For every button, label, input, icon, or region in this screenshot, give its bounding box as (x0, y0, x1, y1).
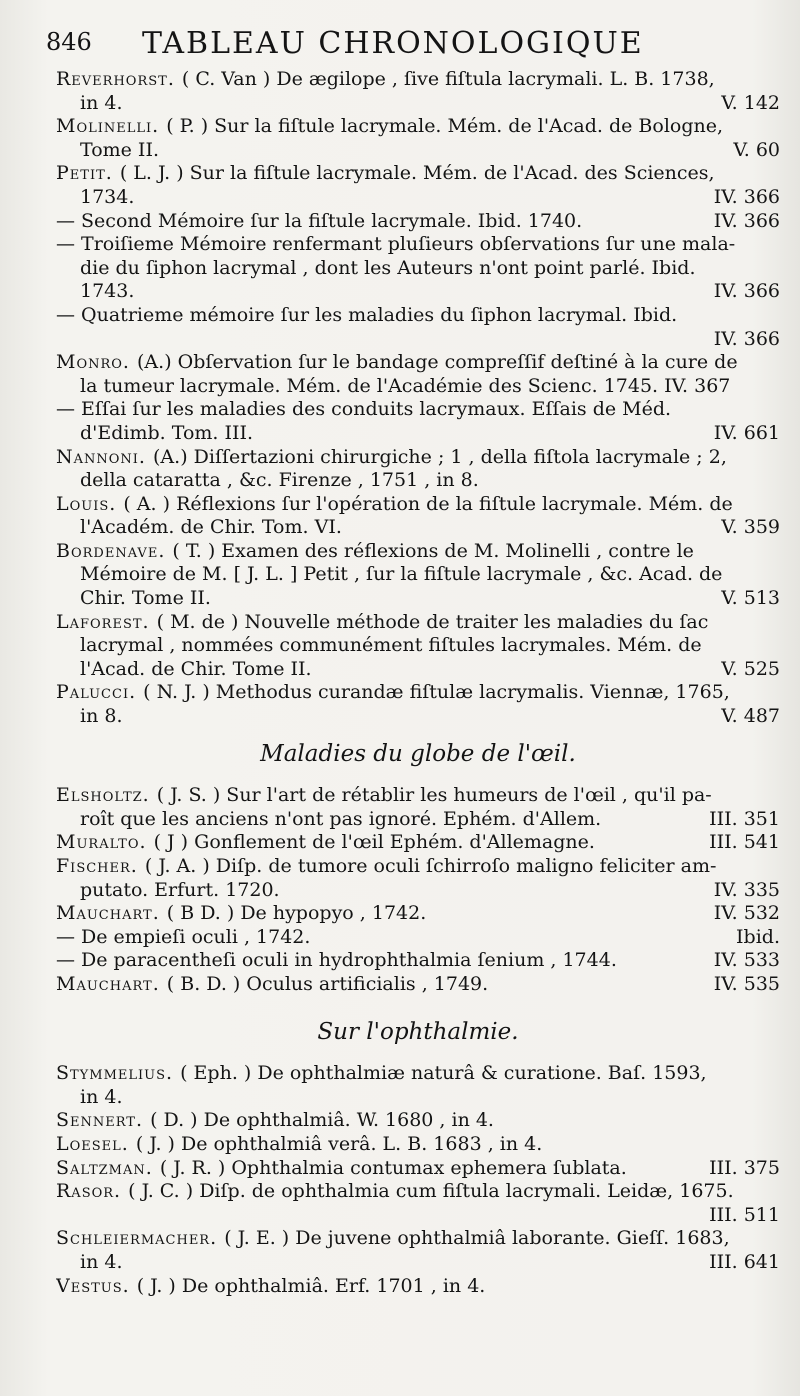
entry-text (56, 162, 715, 186)
entry-line (56, 139, 780, 163)
bibliography-entry (56, 973, 780, 997)
entry-text (56, 210, 582, 234)
entry-description: ( J. E. ) De juvene ophthalmiâ laborante. Gieſſ. 1683, (224, 1227, 730, 1250)
entry-description: — De empieſi oculi , 1742. (56, 925, 311, 948)
entry-text (56, 611, 708, 635)
entry-description: — Eſſai ſur les maladies des conduits lacrymaux. Eſſais de Méd. (56, 398, 672, 421)
entry-line (56, 516, 780, 540)
entry-line (56, 1227, 780, 1251)
entry-description: ( N. J. ) Methodus curandæ fiſtulæ lacrymalis. Viennæ, 1765, (143, 681, 730, 704)
entry-line (56, 162, 780, 186)
entry-line (56, 949, 780, 973)
entry-line (56, 563, 780, 587)
volume-page-reference: V. 359 (721, 516, 780, 539)
entry-text (80, 139, 159, 163)
bibliography-entry (56, 611, 780, 682)
entry-text (80, 257, 695, 281)
entry-line (56, 280, 780, 304)
entries-lacrymal (56, 68, 780, 729)
entry-line (56, 233, 780, 257)
bibliography-entry (56, 949, 780, 973)
entry-line (56, 1109, 780, 1133)
entries-globe (56, 784, 780, 996)
bibliography-entry (56, 115, 780, 162)
bibliography-entry (56, 1227, 780, 1274)
entry-text (56, 446, 727, 470)
entry-description: la tumeur lacrymale. Mém. de l'Académie des Scienc. 1745. IV. 367 (80, 374, 731, 397)
entry-description: Tome II. (80, 138, 159, 161)
bibliography-entry (56, 1275, 780, 1299)
entry-description: putato. Erfurt. 1720. (80, 878, 280, 901)
entry-description: ( J. R. ) Ophthalmia contumax ephemera ſublata. (159, 1156, 627, 1179)
entry-line (56, 1204, 780, 1228)
entry-text (80, 375, 730, 399)
entry-description: 1734. (80, 185, 135, 208)
entry-text (56, 973, 488, 997)
entry-author: Monro. (56, 351, 138, 374)
volume-page-reference: IV. 335 (713, 878, 780, 901)
entry-text (80, 1251, 122, 1275)
entry-text (80, 516, 342, 540)
bibliography-entry (56, 1157, 780, 1181)
bibliography-entry (56, 926, 780, 950)
entry-description: ( J. C. ) Diſp. de ophthalmia cum fiſtula lacrymali. Leidæ, 1675. (128, 1180, 734, 1203)
entry-line (56, 1086, 780, 1110)
entry-description: l'Académ. de Chir. Tom. VI. (80, 516, 342, 539)
bibliography-entry (56, 68, 780, 115)
entry-line (56, 705, 780, 729)
bibliography-entry (56, 398, 780, 445)
volume-page-reference: IV. 366 (713, 280, 780, 303)
volume-page-reference: III. 541 (709, 831, 780, 854)
entry-line (56, 328, 780, 352)
entry-line (56, 879, 780, 903)
volume-page-reference: IV. 533 (713, 949, 780, 972)
entry-line (56, 422, 780, 446)
bibliography-entry (56, 1133, 780, 1157)
volume-page-reference: III. 375 (709, 1156, 780, 1179)
volume-page-reference: III. 511 (709, 1203, 780, 1226)
entry-text (56, 1062, 707, 1086)
volume-page-reference: IV. 661 (713, 421, 780, 444)
entry-line (56, 855, 780, 879)
entry-author: Palucci. (56, 681, 144, 704)
entry-description: — Troiſieme Mémoire renfermant pluſieurs obſervations ſur une mala- (56, 233, 736, 256)
entry-line (56, 784, 780, 808)
volume-page-reference: IV. 366 (713, 209, 780, 232)
entry-text (80, 469, 479, 493)
entry-text (56, 681, 730, 705)
entry-description: ( J. A. ) Diſp. de tumore oculi ſchirroſo maligno feliciter am- (144, 855, 717, 877)
bibliography-entry (56, 855, 780, 902)
entry-line (56, 681, 780, 705)
entry-text (56, 1133, 542, 1157)
entry-text (56, 304, 677, 328)
page-header (44, 26, 720, 66)
entry-line (56, 611, 780, 635)
entry-text (56, 115, 723, 139)
entry-text (56, 233, 735, 257)
entry-author: Sennert. (56, 1109, 151, 1132)
volume-page-reference: V. 513 (721, 587, 780, 610)
entry-line (56, 115, 780, 139)
volume-page-reference: V. 60 (733, 138, 780, 161)
entry-description: Mémoire de M. [ J. L. ] Petit , ſur la fiſtule lacrymale , &c. Acad. de (80, 563, 723, 586)
volume-page-reference: III. 641 (709, 1250, 780, 1273)
entry-text (56, 855, 716, 879)
bibliography-entry (56, 831, 780, 855)
entry-description: Chir. Tome II. (80, 587, 211, 610)
volume-page-reference: IV. 532 (713, 902, 780, 925)
entry-author: Mauchart. (56, 902, 167, 925)
volume-page-reference: IV. 535 (713, 972, 780, 995)
entry-text (80, 92, 122, 116)
entry-author: Saltzman. (56, 1156, 160, 1179)
entry-text (80, 280, 134, 304)
bibliography-entry (56, 902, 780, 926)
entry-description: ( A. ) Réflexions ſur l'opération de la fiſtule lacrymale. Mém. de (123, 492, 733, 515)
entry-author: Mauchart. (56, 972, 167, 995)
bibliography-entry (56, 446, 780, 493)
entry-author: Schleiermacher. (56, 1227, 225, 1250)
entry-line (56, 1157, 780, 1181)
entry-author: Muralto. (56, 831, 154, 854)
entry-line (56, 1062, 780, 1086)
entry-line (56, 1275, 780, 1299)
bibliography-entry (56, 304, 780, 351)
entry-description: lacrymal , nommées communément fiſtules lacrymales. Mém. de (80, 634, 702, 657)
entry-description: ( J. ) De ophthalmiâ. Erf. 1701 , in 4. (136, 1274, 486, 1297)
entry-author: Loesel. (56, 1132, 136, 1155)
entry-description: (A.) Obſervation ſur le bandage compreſſif deſtiné à la cure de (137, 351, 738, 374)
entry-text (56, 902, 426, 926)
bibliography-entry (56, 681, 780, 728)
entry-line (56, 831, 780, 855)
entry-text (80, 808, 601, 832)
entry-text (80, 1086, 122, 1110)
bibliography-entry (56, 1109, 780, 1133)
entry-line (56, 493, 780, 517)
entry-text (80, 563, 722, 587)
entry-author: Louis. (56, 492, 124, 515)
entry-line (56, 973, 780, 997)
volume-page-reference: IV. 366 (713, 327, 780, 350)
entry-text (56, 1109, 494, 1133)
entry-text (80, 186, 134, 210)
entry-text (56, 784, 712, 808)
entry-description: (A.) Diſſertazioni chirurgiche ; 1 , della fiſtola lacrymale ; 2, (153, 445, 727, 468)
entry-author: Fischer. (56, 855, 145, 877)
entry-description: in 4. (80, 91, 123, 114)
entry-line (56, 1251, 780, 1275)
entry-text (56, 493, 733, 517)
entry-author: Petit. (56, 162, 120, 185)
entry-author: Stymmelius. (56, 1062, 181, 1085)
bibliography-entry (56, 162, 780, 209)
bibliography-entry (56, 233, 780, 304)
entry-description: roît que les anciens n'ont pas ignoré. Ephém. d'Allem. (80, 807, 602, 830)
entry-author: Nannoni. (56, 445, 154, 468)
entry-text (56, 68, 715, 92)
volume-page-reference: III. 351 (709, 807, 780, 830)
entry-description: ( P. ) Sur la fiſtule lacrymale. Mém. de l'Acad. de Bologne, (166, 115, 724, 138)
entry-description: ( J. S. ) Sur l'art de rétablir les humeurs de l'œil , qu'il pa- (156, 784, 712, 807)
entry-description: ( D. ) De ophthalmiâ. W. 1680 , in 4. (150, 1109, 494, 1132)
entry-description: ( T. ) Examen des réflexions de M. Molinelli , contre le (172, 539, 694, 562)
entry-text (56, 1227, 730, 1251)
entries-ophthalmie (56, 1062, 780, 1298)
entry-line (56, 257, 780, 281)
volume-page-reference: V. 142 (721, 91, 780, 114)
entry-text (80, 422, 253, 446)
bibliography-entry (56, 1062, 780, 1109)
entry-line (56, 540, 780, 564)
entry-description: in 4. (80, 1085, 123, 1108)
entry-description: d'Edimb. Tom. III. (80, 421, 254, 444)
entry-description: ( B D. ) De hypopyo , 1742. (166, 902, 427, 925)
entry-line (56, 351, 780, 375)
entry-author: Vestus. (56, 1274, 137, 1297)
section-title-globe: Maladies du globe de l'œil. (260, 740, 576, 767)
entry-line (56, 587, 780, 611)
volume-page-reference: V. 525 (721, 657, 780, 680)
volume-page-reference: Ibid. (736, 925, 780, 948)
entry-line (56, 902, 780, 926)
entry-description: — Second Mémoire ſur la fiſtule lacrymale. Ibid. 1740. (56, 209, 583, 232)
bibliography-entry (56, 493, 780, 540)
entry-description: ( J. ) De ophthalmiâ verâ. L. B. 1683 , in 4. (135, 1132, 543, 1155)
entry-description: — Quatrieme mémoire ſur les maladies du ſiphon lacrymal. Ibid. (56, 303, 678, 326)
entry-description: — De paracentheſi oculi in hydrophthalmia ſenium , 1744. (56, 949, 617, 972)
entry-description: ( L. J. ) Sur la fiſtule lacrymale. Mém. de l'Acad. des Sciences, (119, 162, 715, 185)
entry-line (56, 926, 780, 950)
entry-author: Bordenave. (56, 539, 173, 562)
volume-page-reference: V. 487 (721, 705, 780, 728)
entry-text (80, 634, 702, 658)
entry-line (56, 92, 780, 116)
running-title: TABLEAU CHRONOLOGIQUE (142, 26, 644, 61)
entry-text (56, 1180, 734, 1204)
entry-line (56, 210, 780, 234)
entry-text (56, 540, 694, 564)
entry-text (80, 658, 312, 682)
entry-description: 1743. (80, 280, 135, 303)
entry-text (56, 949, 617, 973)
entry-text (80, 705, 122, 729)
entry-text (56, 398, 671, 422)
bibliography-entry (56, 784, 780, 831)
entry-text (56, 831, 595, 855)
entry-line (56, 186, 780, 210)
bibliography-entry (56, 540, 780, 611)
entry-line (56, 1133, 780, 1157)
entry-line (56, 658, 780, 682)
entry-author: Reverhorst. (56, 68, 182, 90)
entry-line (56, 375, 780, 399)
entry-text (56, 926, 310, 950)
entry-description: ( Eph. ) De ophthalmiæ naturâ & curatione. Baſ. 1593, (180, 1062, 707, 1085)
section-title-ophthalmie: Sur l'ophthalmie. (317, 1018, 519, 1045)
entry-line (56, 398, 780, 422)
entry-text (56, 351, 738, 375)
entry-description: della cataratta , &c. Firenze , 1751 , in 8. (80, 469, 479, 492)
entry-description: ( J ) Gonflement de l'œil Ephém. d'Allemagne. (153, 831, 595, 854)
entry-line (56, 1180, 780, 1204)
entry-description: ( B. D. ) Oculus artificialis , 1749. (166, 972, 489, 995)
page-content (56, 68, 780, 1298)
entry-author: Molinelli. (56, 115, 167, 138)
entry-text (56, 1275, 485, 1299)
entry-author: Elsholtz. (56, 784, 157, 807)
bibliography-entry (56, 210, 780, 234)
entry-description: l'Acad. de Chir. Tome II. (80, 657, 312, 680)
entry-description: in 8. (80, 705, 123, 728)
volume-page-reference: IV. 366 (713, 185, 780, 208)
entry-line (56, 469, 780, 493)
entry-text (56, 1157, 627, 1181)
bibliography-entry (56, 351, 780, 398)
entry-description: die du ſiphon lacrymal , dont les Auteurs n'ont point parlé. Ibid. (80, 256, 696, 279)
page-number: 846 (46, 28, 92, 56)
entry-line (56, 446, 780, 470)
entry-line (56, 304, 780, 328)
entry-description: in 4. (80, 1250, 123, 1273)
bibliography-entry (56, 1180, 780, 1227)
entry-text (80, 879, 280, 903)
entry-description: ( M. de ) Nouvelle méthode de traiter les maladies du ſac (156, 610, 709, 633)
entry-text (80, 587, 211, 611)
entry-author: Rasor. (56, 1180, 129, 1203)
entry-description: ( C. Van ) De ægilope , ſive fiſtula lacrymali. L. B. 1738, (181, 68, 715, 90)
entry-author: Laforest. (56, 610, 157, 633)
entry-line (56, 808, 780, 832)
entry-line (56, 68, 780, 92)
entry-line (56, 634, 780, 658)
